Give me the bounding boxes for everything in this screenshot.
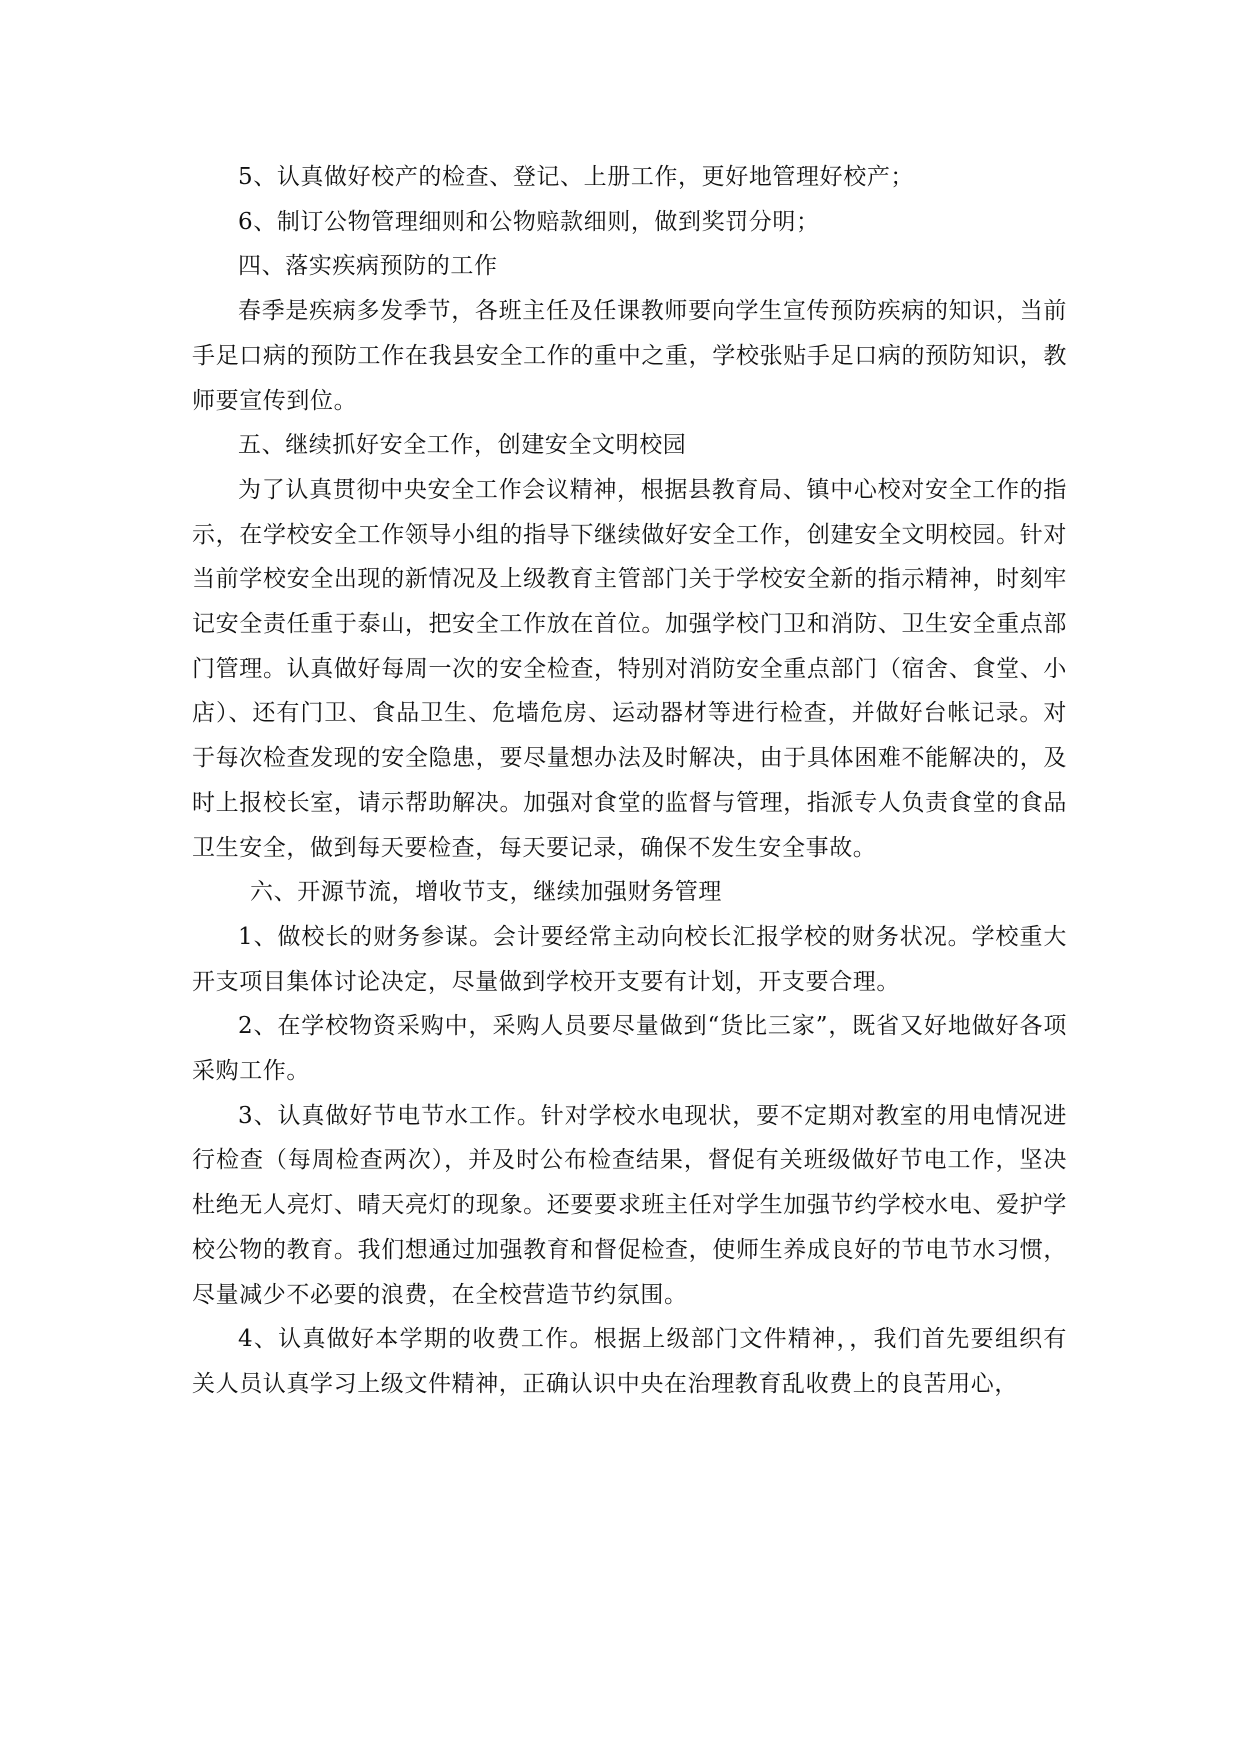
list-item-6: 6、制订公物管理细则和公物赔款细则，做到奖罚分明； — [238, 208, 820, 235]
list-item-2: 2、在学校物资采购中，采购人员要尽量做到“货比三家”，既省又好地做好各项采购工作。 — [192, 1013, 1067, 1085]
section-heading-4: 四、落实疾病预防的工作 — [238, 253, 498, 280]
list-item-1: 1、做校长的财务参谋。会计要经常主动向校长汇报学校的财务状况。学校重大开支项目集体讨论决定，尽量做到学校开支要有计划，开支要合理。 — [192, 923, 1067, 995]
section-heading-5: 五、继续抓好安全工作，创建安全文明校园 — [238, 432, 687, 459]
list-item-4: 4、认真做好本学期的收费工作。根据上级部门文件精神，，我们首先要组织有关人员认真学习上级文件精神，正确认识中央在治理教育乱收费上的良苦用心， — [192, 1326, 1067, 1397]
document-body — [192, 155, 1067, 1407]
list-item-3: 3、认真做好节电节水工作。针对学校水电现状，要不定期对教室的用电情况进行检查（每周检查两次），并及时公布检查结果，督促有关班级做好节电工作，坚决杜绝无人亮灯、晴天亮灯的现象。还要要求班主任对学生加强节约学校水电、爱护学校公物的教育。我们想通过加强教育和督促检查，使师生养成良好的节电节水习惯，尽量减少不必要的浪费，在全校营造节约氛围。 — [192, 1102, 1067, 1308]
list-item-5: 5、认真做好校产的检查、登记、上册工作，更好地管理好校产； — [238, 164, 915, 190]
body-paragraph: 春季是疾病多发季节，各班主任及任课教师要向学生宣传预防疾病的知识，当前手足口病的预防工作在我县安全工作的重中之重，学校张贴手足口病的预防知识，教师要宣传到位。 — [192, 298, 1067, 414]
section-heading-6: 六、开源节流，增收节支，继续加强财务管理 — [250, 879, 722, 906]
body-paragraph: 为了认真贯彻中央安全工作会议精神，根据县教育局、镇中心校对安全工作的指示，在学校安全工作领导小组的指导下继续做好安全工作，创建安全文明校园。针对当前学校安全出现的新情况及上级教育主管部门关于学校安全新的指示精神，时刻牢记安全责任重于泰山，把安全工作放在首位。加强学校门卫和消防、卫生安全重点部门管理。认真做好每周一次的安全检查，特别对消防安全重点部门（宿舍、食堂、小店）、还有门卫、食品卫生、危墙危房、运动器材等进行检查，并做好台帐记录。对于每次检查发现的安全隐患，要尽量想办法及时解决，由于具体困难不能解决的，及时上报校长室，请示帮助解决。加强对食堂的监督与管理，指派专人负责食堂的食品卫生安全，做到每天要检查，每天要记录，确保不发生安全事故。 — [192, 476, 1067, 861]
